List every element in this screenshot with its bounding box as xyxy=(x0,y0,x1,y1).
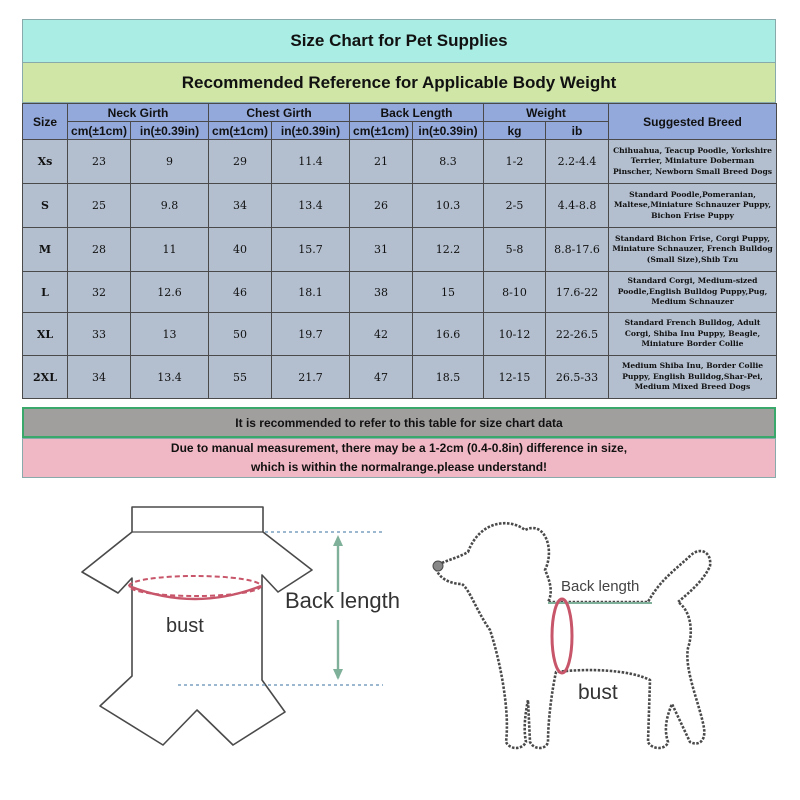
chest-in-cell: 11.4 xyxy=(272,140,350,184)
back-cm-cell: 21 xyxy=(350,140,413,184)
chest-cm-cell: 34 xyxy=(209,184,272,228)
header-weight: Weight xyxy=(484,104,609,122)
weight-kg-cell: 12-15 xyxy=(484,356,546,399)
header-chest-girth: Chest Girth xyxy=(209,104,350,122)
shirt-illustration xyxy=(82,507,400,745)
chest-in-cell: 13.4 xyxy=(272,184,350,228)
header-back-length: Back Length xyxy=(350,104,484,122)
chest-cm-cell: 46 xyxy=(209,272,272,313)
recommendation-note: It is recommended to refer to this table for size chart data xyxy=(22,407,776,438)
table-header-row xyxy=(23,104,777,122)
back-cm-cell: 42 xyxy=(350,313,413,356)
breed-cell: Medium Shiba Inu, Border Collie Puppy, English Bulldog,Shar-Pei, Medium Mixed Breed Dogs xyxy=(609,356,777,399)
back-cm-cell: 38 xyxy=(350,272,413,313)
neck-in-cell: 9 xyxy=(131,140,209,184)
chest-cm-cell: 40 xyxy=(209,228,272,272)
dog-bust-label: bust xyxy=(578,681,618,704)
breed-cell: Chihuahua, Teacup Poodle, Yorkshire Terrier, Miniature Doberman Pinscher, Newborn Small Breed Dogs xyxy=(609,140,777,184)
size-cell: 2XL xyxy=(23,356,68,399)
header-neck-girth: Neck Girth xyxy=(68,104,209,122)
back-length-arrow-down-icon xyxy=(333,669,343,680)
neck-cm-cell: 23 xyxy=(68,140,131,184)
neck-in-cell: 9.8 xyxy=(131,184,209,228)
neck-cm-cell: 33 xyxy=(68,313,131,356)
chest-cm-cell: 29 xyxy=(209,140,272,184)
chest-cm-cell: 55 xyxy=(209,356,272,399)
subheader-chest-cm: cm(±1cm) xyxy=(209,122,272,140)
subheader-chest-in: in(±0.39in) xyxy=(272,122,350,140)
weight-lb-cell: 22-26.5 xyxy=(546,313,609,356)
chest-in-cell: 19.7 xyxy=(272,313,350,356)
neck-cm-cell: 34 xyxy=(68,356,131,399)
breed-cell: Standard Poodle,Pomeranian, Maltese,Miniature Schnauzer Puppy, Bichon Frise Puppy xyxy=(609,184,777,228)
weight-kg-cell: 2-5 xyxy=(484,184,546,228)
subheader-neck-in: in(±0.39in) xyxy=(131,122,209,140)
back-in-cell: 18.5 xyxy=(413,356,484,399)
weight-lb-cell: 8.8-17.6 xyxy=(546,228,609,272)
size-cell: Xs xyxy=(23,140,68,184)
dog-illustration xyxy=(433,523,710,748)
back-in-cell: 12.2 xyxy=(413,228,484,272)
breed-cell: Standard Bichon Frise, Corgi Puppy, Miniature Schnauzer, French Bulldog (Small Size),Shib Tzu xyxy=(609,228,777,272)
subheader-back-cm: cm(±1cm) xyxy=(350,122,413,140)
shirt-bust-label: bust xyxy=(166,615,204,637)
subheader-weight-lb: ib xyxy=(546,122,609,140)
neck-in-cell: 13 xyxy=(131,313,209,356)
table-row xyxy=(23,313,777,356)
chest-in-cell: 18.1 xyxy=(272,272,350,313)
table-row xyxy=(23,356,777,399)
weight-kg-cell: 1-2 xyxy=(484,140,546,184)
subheader-neck-cm: cm(±1cm) xyxy=(68,122,131,140)
size-cell: M xyxy=(23,228,68,272)
back-cm-cell: 47 xyxy=(350,356,413,399)
chest-in-cell: 15.7 xyxy=(272,228,350,272)
weight-lb-cell: 17.6-22 xyxy=(546,272,609,313)
measurement-diagram xyxy=(0,480,800,800)
subheader-weight-kg: kg xyxy=(484,122,546,140)
weight-kg-cell: 5-8 xyxy=(484,228,546,272)
neck-in-cell: 13.4 xyxy=(131,356,209,399)
back-length-arrow-up-icon xyxy=(333,535,343,546)
chart-subtitle: Recommended Reference for Applicable Body Weight xyxy=(22,63,776,103)
breed-cell: Standard Corgi, Medium-sized Poodle,English Bulldog Puppy,Pug, Medium Schnauzer xyxy=(609,272,777,313)
back-in-cell: 15 xyxy=(413,272,484,313)
dog-bust-ring xyxy=(552,599,572,673)
table-row xyxy=(23,228,777,272)
weight-lb-cell: 2.2-4.4 xyxy=(546,140,609,184)
neck-in-cell: 12.6 xyxy=(131,272,209,313)
chest-cm-cell: 50 xyxy=(209,313,272,356)
size-cell: XL xyxy=(23,313,68,356)
back-in-cell: 10.3 xyxy=(413,184,484,228)
header-suggested-breed: Suggested Breed xyxy=(609,104,777,140)
size-cell: S xyxy=(23,184,68,228)
back-cm-cell: 26 xyxy=(350,184,413,228)
weight-lb-cell: 4.4-8.8 xyxy=(546,184,609,228)
neck-cm-cell: 32 xyxy=(68,272,131,313)
neck-in-cell: 11 xyxy=(131,228,209,272)
weight-lb-cell: 26.5-33 xyxy=(546,356,609,399)
neck-cm-cell: 25 xyxy=(68,184,131,228)
shirt-back-length-label: Back length xyxy=(285,588,400,613)
breed-cell: Standard French Bulldog, Adult Corgi, Shiba Inu Puppy, Beagle, Miniature Border Collie xyxy=(609,313,777,356)
chart-title: Size Chart for Pet Supplies xyxy=(22,19,776,63)
dog-nose-icon xyxy=(433,561,443,571)
disclaimer-line-1: Due to manual measurement, there may be a 1-2cm (0.4-0.8in) difference in size, xyxy=(170,441,628,455)
header-size: Size xyxy=(23,104,68,140)
table-row xyxy=(23,140,777,184)
disclaimer-line-2: which is within the normalrange.please understand! xyxy=(250,460,548,474)
size-table xyxy=(22,103,777,399)
size-cell: L xyxy=(23,272,68,313)
table-row xyxy=(23,184,777,228)
table-row xyxy=(23,272,777,313)
chest-in-cell: 21.7 xyxy=(272,356,350,399)
back-in-cell: 16.6 xyxy=(413,313,484,356)
weight-kg-cell: 8-10 xyxy=(484,272,546,313)
weight-kg-cell: 10-12 xyxy=(484,313,546,356)
dog-back-length-label: Back length xyxy=(561,578,640,595)
back-in-cell: 8.3 xyxy=(413,140,484,184)
subheader-back-in: in(±0.39in) xyxy=(413,122,484,140)
back-cm-cell: 31 xyxy=(350,228,413,272)
measurement-disclaimer xyxy=(22,438,776,478)
neck-cm-cell: 28 xyxy=(68,228,131,272)
